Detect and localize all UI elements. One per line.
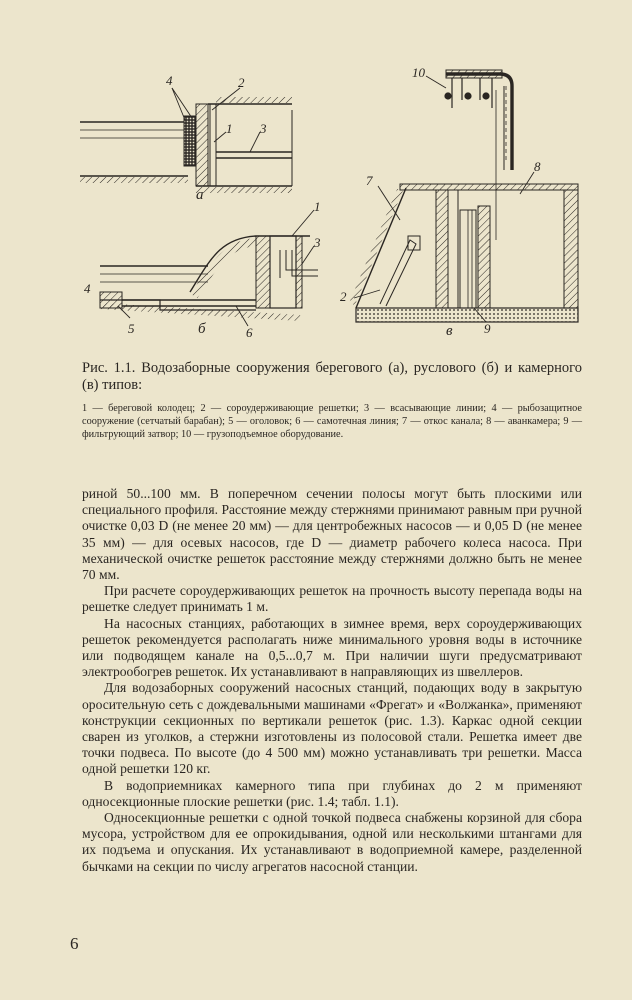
- paragraph: Односекционные решетки с одной точкой подвеса снабжены корзиной для сбора мусора, устройством для ее опрокидывания, одной или несколькими штангами для их подъема и опускания. Их устанавливают в водоприемной камере, разделенной бычками на секции по числу агрегатов насосной станции.: [82, 810, 582, 874]
- panel-b-callout-1: 1: [314, 199, 321, 214]
- panel-b-callout-4: 4: [84, 281, 91, 296]
- panel-b-callout-6: 6: [246, 325, 253, 340]
- panel-a-letter: а: [196, 187, 204, 203]
- figure-1-1: [60, 60, 590, 350]
- panel-b-letter: б: [198, 321, 206, 337]
- figure-legend: 1 — береговой колодец; 2 — сороудерживающие решетки; 3 — всасывающие линии; 4 — рыбозащитное сооружение (сетчатый барабан); 5 — оголовок; 6 — самотечная линия; 7 — откос канала; 8 — аванкамера; 9 — фильтрующий затвор; 10 — грузоподъемное оборудование.: [82, 403, 582, 440]
- panel-a-callout-1: 1: [226, 121, 233, 136]
- paragraph: В водоприемниках камерного типа при глубинах до 2 м применяют односекционные плоские решетки (рис. 1.4; табл. 1.1).: [82, 777, 582, 809]
- page-number: 6: [70, 934, 79, 953]
- panel-v-callout-10: 10: [412, 65, 425, 80]
- panel-b-callout-3: 3: [314, 235, 321, 250]
- figure-drawing: [60, 60, 590, 350]
- panel-v-callout-7: 7: [366, 173, 373, 188]
- panel-v-letter: в: [446, 323, 453, 339]
- figure-caption: Рис. 1.1. Водозаборные сооружения берегового (а), руслового (б) и камерного (в) типов:: [82, 360, 582, 393]
- panel-a-callout-3: 3: [260, 121, 267, 136]
- panel-v-callout-9: 9: [484, 321, 491, 336]
- panel-v-drawing: [352, 70, 578, 322]
- paragraph: На насосных станциях, работающих в зимнее время, верх сороудерживающих решеток рекомендуется располагать ниже минимального уровня воды в источнике или подводящем канале на 0,5...0,7 м. При наличии шуги предусматривают электрообогрев решеток. Их устанавливают в направляющих из швеллеров.: [82, 615, 582, 680]
- panel-a-callout-4: 4: [166, 73, 173, 88]
- panel-a-drawing: [80, 88, 292, 190]
- paragraph: риной 50...100 мм. В поперечном сечении полосы могут быть плоскими или специального профиля. Расстояние между стержнями принимают равным при ручной очистке 0,03 D (не менее 20 мм) — для центробежных насосов — и 0,05 D (не менее 35 мм) — для осевых насосов, где D — диаметр рабочего колеса насоса. При механической очистке решеток расстояние между стержнями должно быть не менее 70 мм.: [82, 486, 582, 583]
- paragraph: При расчете сороудерживающих решеток на прочность высоту перепада воды на решетке следует принимать 1 м.: [82, 583, 582, 615]
- paragraph: Для водозаборных сооружений насосных станций, подающих воду в закрытую оросительную сеть с дождевальными машинами «Фрегат» и «Волжанка», применяют конструкции секционных по вертикали решеток (рис. 1.3). Каркас одной секции сварен из уголков, а стержни изготовлены из полосовой стали. Решетка имеет две точки подвеса. По высоте (до 4 500 мм) можно устанавливать три решетки. Масса одной решетки 120 кг.: [82, 680, 582, 777]
- body-text: [82, 486, 582, 875]
- panel-b-drawing: [100, 210, 318, 326]
- panel-v-callout-8: 8: [534, 159, 541, 174]
- panel-a-callout-2: 2: [238, 75, 245, 90]
- panel-v-callout-2: 2: [340, 289, 347, 304]
- panel-b-callout-5: 5: [128, 321, 135, 336]
